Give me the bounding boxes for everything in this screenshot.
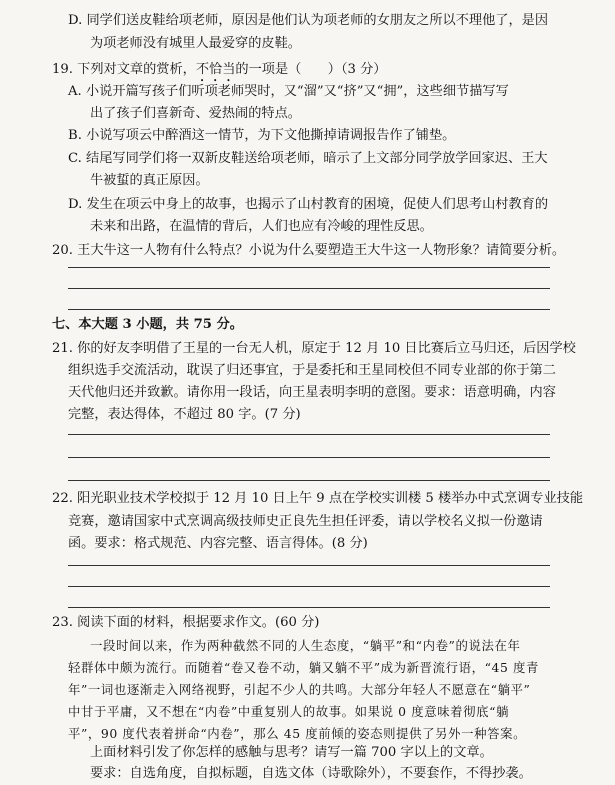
q19-option-c-line2: 牛被蜇的真正原因。 [90, 173, 209, 188]
answer-line [68, 457, 550, 458]
q19-option-a-line2: 出了孩子们喜新奇、爱热闹的特点。 [90, 106, 301, 121]
answer-line [68, 480, 550, 481]
q22-line1: 22. 阳光职业技术学校拟于 12 月 10 日上午 9 点在学校实训楼 5 楼举办中式烹调专业技能 [52, 491, 584, 506]
answer-line [68, 607, 550, 608]
q19-option-d-line2: 未来和出路，在温情的背后，人们也应有冷峻的理性反思。 [90, 219, 433, 234]
q21-line4: 完整，表达得体，不超过 80 字。(7 分) [68, 407, 301, 422]
q23-prompt: 上面材料引发了你怎样的感触与思考？请写一篇 700 字以上的文章。 [90, 745, 493, 760]
answer-line [68, 288, 550, 289]
q23-material-line3: 年”一词也逐渐走入网络视野，引起不少人的共鸣。大部分年轻人不愿意在“躺平” [68, 682, 531, 697]
q23-stem: 23. 阅读下面的材料，根据要求作文。(60 分) [52, 615, 320, 630]
answer-line [68, 267, 550, 268]
q23-material-line5: 平”，90 度代表着拼命“内卷”，那么 45 度前倾的姿态则提供了另外一种答案。 [68, 726, 527, 741]
q20-stem: 20. 王大牛这一人物有什么特点？小说为什么要塑造王大牛这一人物形象？请简要分析。 [52, 243, 566, 258]
q18-option-d-line2: 为项老师没有城里人最爱穿的皮鞋。 [90, 36, 301, 51]
q21-line1: 21. 你的好友李明借了王星的一台无人机，原定于 12 月 10 日比赛后立马归还，后因学校 [52, 341, 576, 356]
q23-material-line2: 轻群体中颇为流行。而随着“卷又卷不动，躺又躺不平”成为新晋流行语，“45 度青 [68, 660, 539, 675]
answer-line [68, 565, 550, 566]
q21-line2: 组织选手交流活动，耽误了归还事宜，于是委托和王星同校但不同专业部的你于第二 [68, 363, 556, 378]
q22-line2: 竞赛，邀请国家中式烹调高级技师史正良先生担任评委，请以学校名义拟一份邀请 [68, 514, 543, 529]
q19-stem-pre: 19. 下列对文章的赏析， [52, 62, 196, 77]
q23-material-line1: 一段时间以来，作为两种截然不同的人生态度，“躺平”和“内卷”的说法在年 [90, 638, 521, 653]
q19-option-d-line1: D. 发生在项云中身上的故事，也揭示了山村教育的困境，促使人们思考山村教育的 [68, 197, 549, 212]
answer-line [68, 309, 550, 310]
q19-option-c-line1: C. 结尾写同学们将一双新皮鞋送给项老师，暗示了上文部分同学放学回家迟、王大 [68, 151, 548, 166]
q19-stem-emphasis: 不恰当 [195, 62, 236, 77]
q19-stem [52, 61, 386, 85]
section-heading: 七、本大题 3 小题，共 75 分。 [52, 317, 243, 332]
q23-material-line4: 中甘于平庸，又不想在“内卷”中重复别人的故事。如果说 0 度意味着彻底“躺 [68, 704, 510, 719]
q21-line3: 天代他归还并致歉。请你用一段话，向王星表明李明的意图。要求：语意明确，内容 [68, 385, 556, 400]
answer-line [68, 586, 550, 587]
q19-stem-post: 的一项是（ ）（3 分） [235, 62, 387, 77]
q18-option-d-line1: D. 同学们送皮鞋给项老师，原因是他们认为项老师的女朋友之所以不理他了，是因 [68, 13, 549, 28]
q19-option-a-line1: A. 小说开篇写孩子们听项老师哭时，又“溜”又“挤”又“拥”，这些细节描写写 [68, 84, 509, 99]
q23-requirements: 要求：自选角度，自拟标题，自选文体（诗歌除外），不要套作，不得抄袭。 [90, 766, 532, 781]
q19-option-b: B. 小说写项云中醉酒这一情节，为下文他撕掉请调报告作了铺垫。 [68, 128, 456, 143]
answer-line [68, 434, 550, 435]
q22-line3: 函。要求：格式规范、内容完整、语言得体。(8 分) [68, 536, 368, 551]
